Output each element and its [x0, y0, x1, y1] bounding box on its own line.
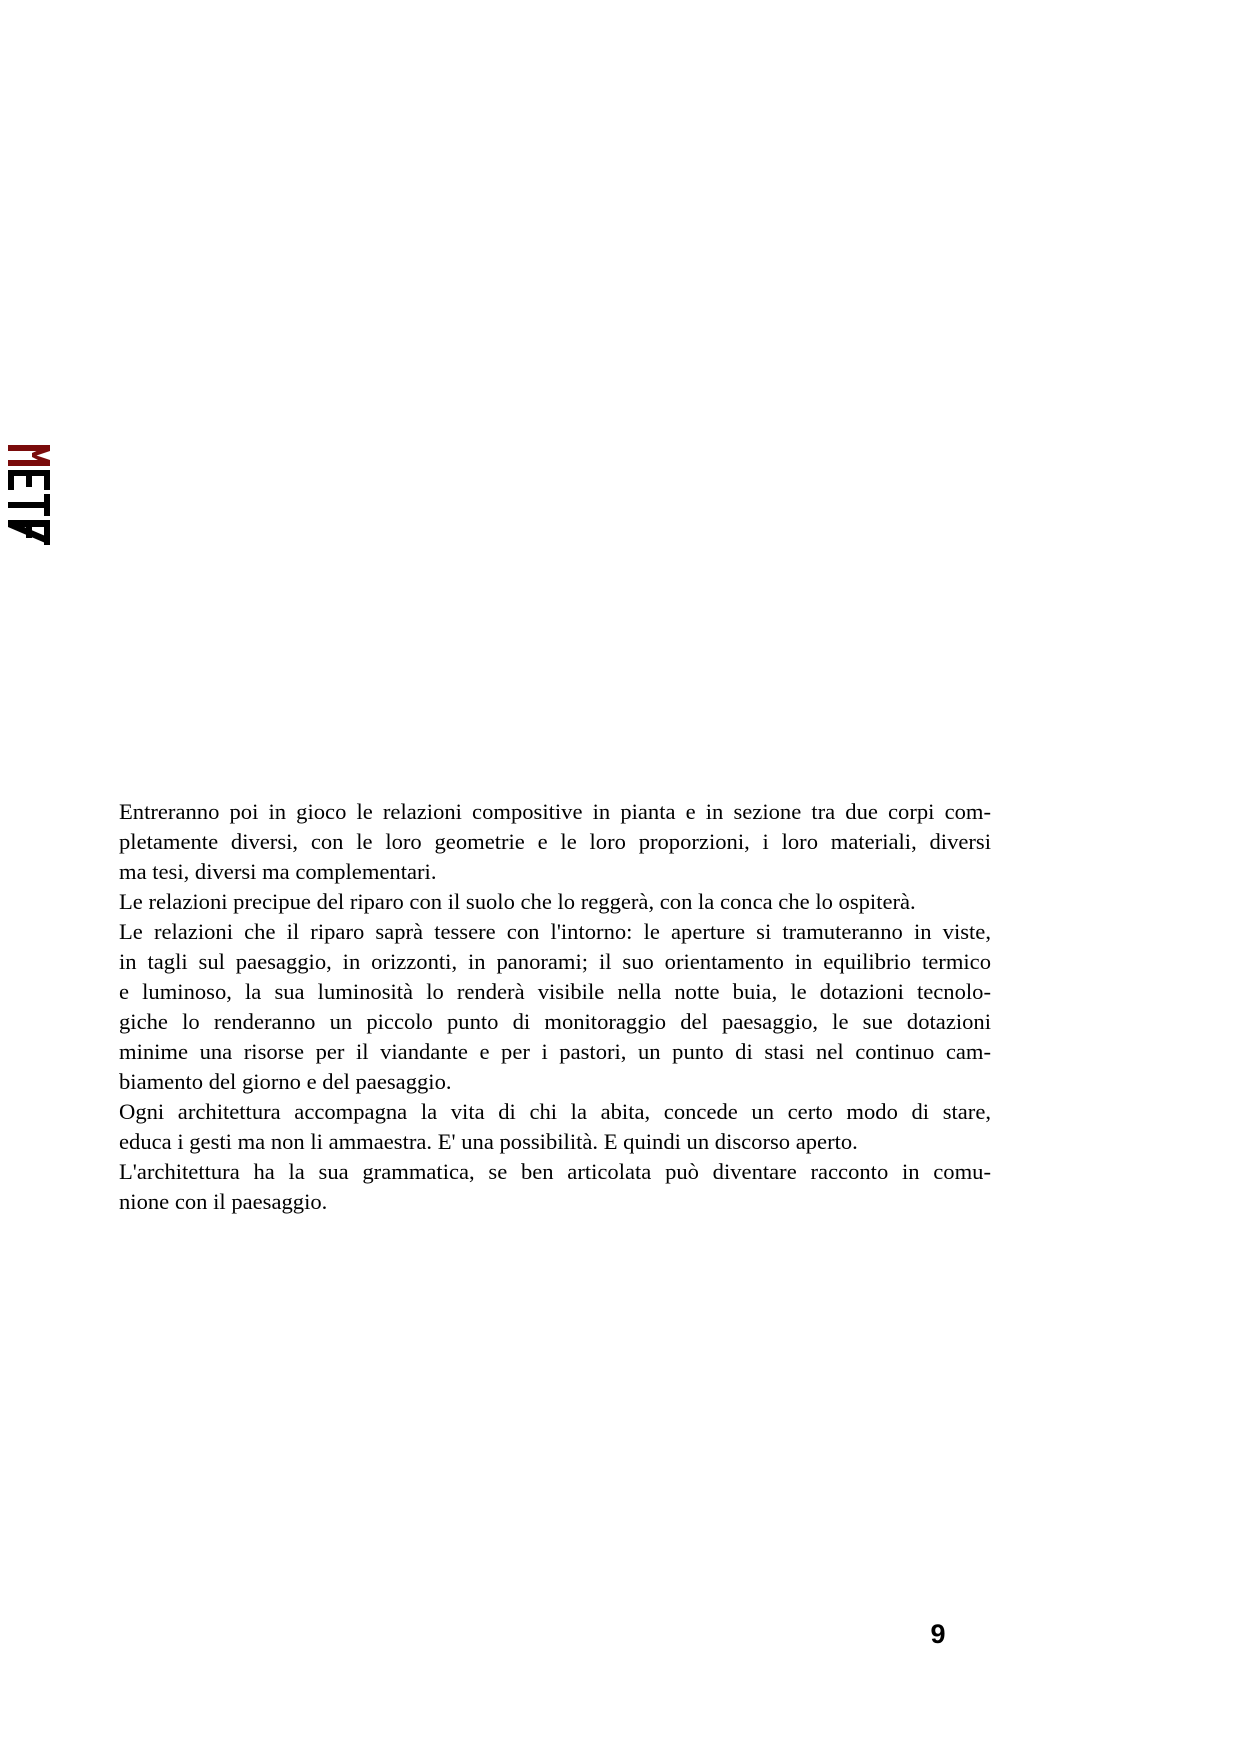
logo-letter-m: [8, 445, 50, 466]
body-line: pletamente diversi, con le loro geometrie e le loro proporzioni, i loro materiali, diversi: [119, 829, 991, 854]
body-line: L'architettura ha la sua grammatica, se ben articolata può diventare racconto in comu-: [119, 1159, 991, 1184]
meta-logo: [6, 443, 52, 547]
body-line: e luminoso, la sua luminosità lo renderà visibile nella notte buia, le dotazioni tecnolo-: [119, 979, 991, 1004]
meta-logo-graphic: [6, 443, 52, 547]
body-line: Ogni architettura accompagna la vita di chi la abita, concede un certo modo di stare,: [119, 1099, 991, 1124]
logo-letter-a: [8, 520, 50, 545]
body-line: in tagli sul paesaggio, in orizzonti, in panorami; il suo orientamento in equilibrio termico: [119, 949, 991, 974]
page-number: 9: [930, 1619, 946, 1649]
logo-letter-e: [8, 470, 50, 490]
body-line: giche lo renderanno un piccolo punto di monitoraggio del paesaggio, le sue dotazioni: [119, 1009, 991, 1034]
body-line: nione con il paesaggio.: [119, 1189, 328, 1214]
body-text: [119, 797, 991, 1217]
body-line: Le relazioni precipue del riparo con il suolo che lo reggerà, con la conca che lo ospiterà.: [119, 889, 916, 914]
logo-letter-t: [8, 494, 50, 516]
body-line: ma tesi, diversi ma complementari.: [119, 859, 437, 884]
body-line: Le relazioni che il riparo saprà tessere con l'intorno: le aperture si tramuteranno in viste,: [119, 919, 991, 944]
body-line: biamento del giorno e del paesaggio.: [119, 1069, 452, 1094]
body-line: educa i gesti ma non li ammaestra. E' una possibilità. E quindi un discorso aperto.: [119, 1129, 858, 1154]
body-line: Entreranno poi in gioco le relazioni compositive in pianta e in sezione tra due corpi com-: [119, 799, 991, 824]
body-line: minime una risorse per il viandante e per i pastori, un punto di stasi nel continuo cam-: [119, 1039, 991, 1064]
